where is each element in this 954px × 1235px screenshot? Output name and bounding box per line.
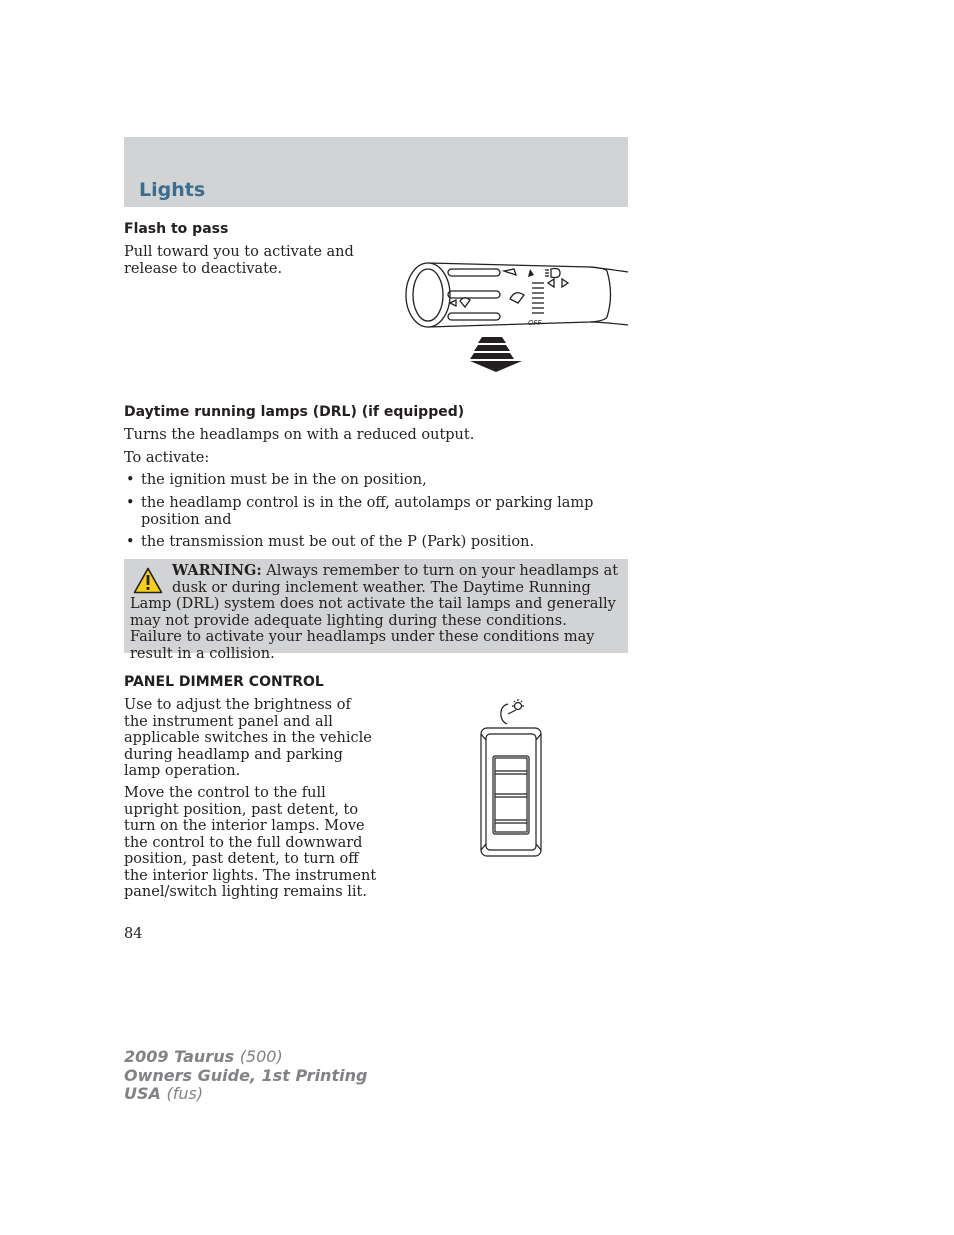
bullet-dot: •	[126, 534, 135, 550]
list-item	[124, 534, 628, 551]
panel-dimmer-para-2: Move the control to the full upright position, past detent, to turn on the interior lamps. Move the control to the full downward position, past detent, to turn off the interior lights. The instrument panel/switch lighting remains lit.	[124, 785, 377, 900]
footer-market: USA	[124, 1084, 161, 1103]
panel-dimmer-heading: PANEL DIMMER CONTROL	[124, 674, 324, 690]
panel-dimmer-para-1: Use to adjust the brightness of the instrument panel and all applicable switches in the vehicle during headlamp and parking lamp operation.	[124, 697, 372, 779]
bullet-dot: •	[126, 472, 135, 488]
footer-market-code: (fus)	[166, 1084, 204, 1103]
dimmer-gauge-icon	[501, 704, 508, 724]
warning-body: Always remember to turn on your headlamps at dusk or during inclement weather. The Daytime Running Lamp (DRL) system does not activate the tail lamps and generally may not provide adequate lighting during these conditions. Failure to activate your headlamps under these conditions may result in a collision.	[130, 563, 619, 662]
bullet-dot: •	[126, 495, 135, 511]
warning-text	[130, 563, 620, 662]
footer-imprint	[124, 1048, 367, 1104]
panel-dimmer-switch-illustration	[474, 696, 548, 862]
warning-label: WARNING:	[172, 562, 262, 579]
turn-signal-stalk-illustration	[400, 255, 632, 375]
list-item	[124, 472, 628, 489]
flash-to-pass-heading: Flash to pass	[124, 221, 229, 237]
footer-model: 2009 Taurus	[124, 1047, 235, 1066]
flash-to-pass-text: Pull toward you to activate and release to deactivate.	[124, 244, 354, 277]
section-title: Lights	[139, 179, 206, 201]
section-header-band	[124, 137, 628, 207]
drl-intro: Turns the headlamps on with a reduced output.	[124, 427, 475, 443]
footer-model-code: (500)	[239, 1047, 283, 1066]
stalk-off-label: OFF	[528, 319, 542, 327]
list-item-text: the headlamp control is in the off, autolamps or parking lamp position and	[141, 495, 594, 528]
footer-guide: Owners Guide, 1st Printing	[124, 1065, 368, 1085]
warning-box	[124, 559, 628, 662]
list-item	[124, 495, 628, 529]
page-number: 84	[124, 926, 143, 942]
drl-activate-label: To activate:	[124, 450, 210, 466]
list-item-text: the ignition must be in the on position,	[141, 472, 427, 488]
drl-heading: Daytime running lamps (DRL) (if equipped)	[124, 404, 465, 420]
list-item-text: the transmission must be out of the P (Park) position.	[141, 534, 535, 550]
